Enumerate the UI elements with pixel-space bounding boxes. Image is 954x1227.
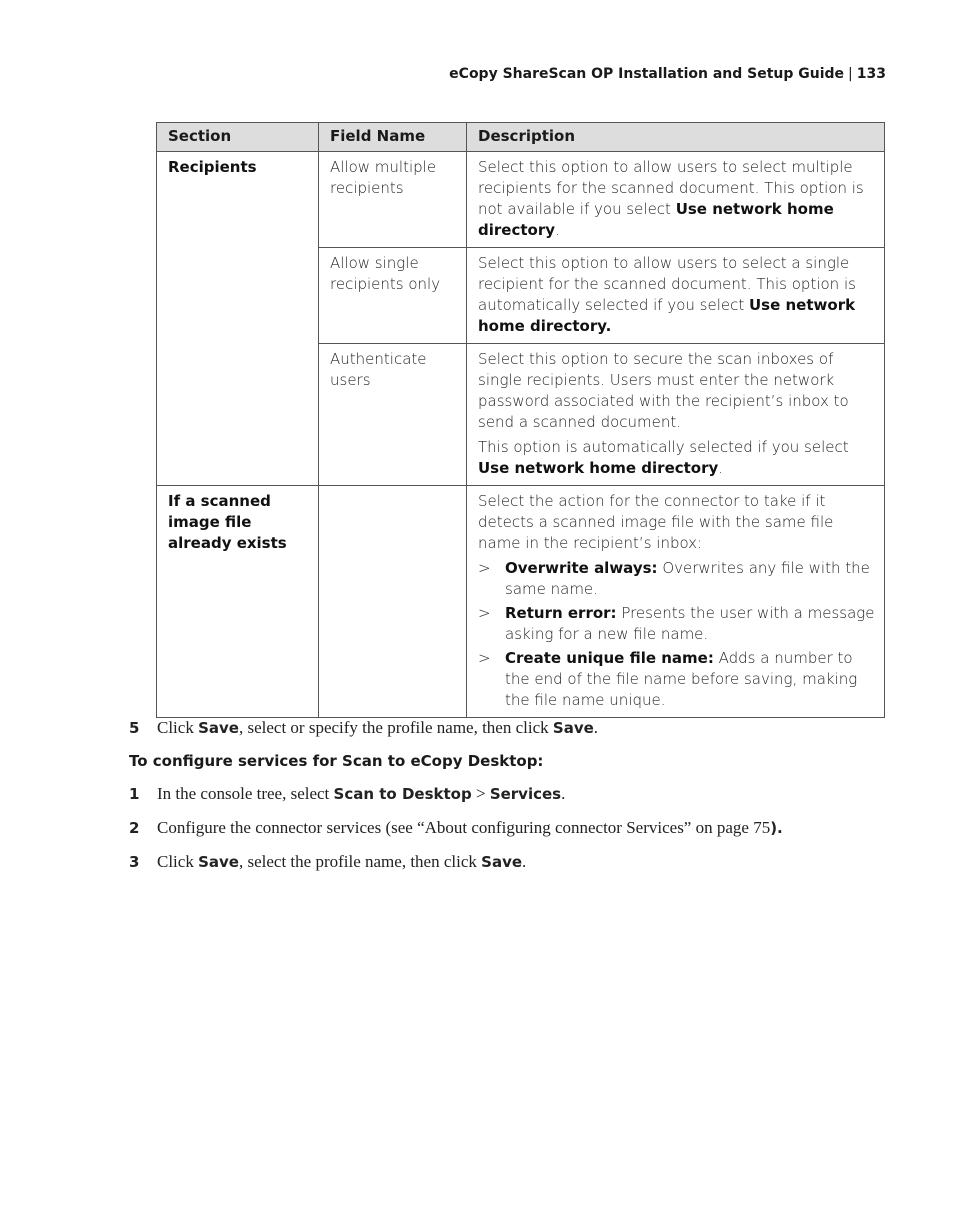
settings-table (156, 122, 885, 718)
option-text: Overwrites any file with the same name. (505, 559, 870, 598)
step-number: 5 (129, 719, 140, 737)
description-text: This option is automatically selected if you select (478, 438, 849, 456)
description-cell (467, 248, 885, 344)
step-emphasis: ). (770, 819, 783, 837)
step-3 (129, 850, 869, 874)
option-label: Overwrite always: (505, 559, 658, 577)
step-emphasis: Services (489, 785, 562, 803)
section-cell-recipients: Recipients (157, 152, 319, 486)
option-list (478, 558, 878, 711)
step-emphasis: Scan to Desktop (333, 785, 472, 803)
field-name-cell: Allow multiple recipients (319, 152, 467, 248)
description-paragraph: Select the action for the connector to take if it detects a scanned image file with the same file name in the recipient’s inbox: (478, 492, 834, 552)
description-cell (467, 152, 885, 248)
option-text: Adds a number to the end of the file name before saving, making the file name unique. (505, 649, 858, 709)
list-item (478, 603, 878, 645)
description-emphasis: Use network home directory (478, 459, 719, 477)
list-item (478, 648, 878, 711)
option-label: Return error: (505, 604, 617, 622)
step-emphasis: Save (198, 853, 239, 871)
description-cell (467, 486, 885, 718)
bullet-glyph: > (478, 559, 491, 577)
step-text: Click (157, 718, 199, 737)
step-number: 1 (129, 785, 140, 803)
procedure-heading: To configure services for Scan to eCopy Desktop: (129, 752, 544, 770)
field-name-cell (319, 486, 467, 718)
table-header-row (157, 123, 885, 152)
step-text: , select the profile name, then click (238, 852, 482, 871)
instructions (129, 716, 869, 874)
step-text: , select or specify the profile name, then click (238, 718, 553, 737)
column-header-section: Section (157, 123, 319, 152)
column-header-field-name: Field Name (319, 123, 467, 152)
field-name-cell: Authenticate users (319, 344, 467, 486)
step-text: . (593, 718, 599, 737)
description-text: Select this option to allow users to select a single recipient for the scanned document. This option is automatically selected if you select (478, 254, 856, 314)
description-cell (467, 344, 885, 486)
step-text: . (522, 852, 527, 871)
step-text: Click (157, 852, 199, 871)
guide-title: eCopy ShareScan OP Installation and Setup Guide (449, 66, 845, 82)
field-name-cell: Allow single recipients only (319, 248, 467, 344)
option-text: Presents the user with a message asking for a new file name. (505, 604, 875, 643)
step-text: . (561, 784, 566, 803)
section-cell-file-exists: If a scanned image file already exists (157, 486, 319, 718)
header-separator: | (848, 66, 853, 82)
table-row (157, 486, 885, 718)
step-emphasis: Save (481, 853, 523, 871)
step-2 (129, 816, 869, 840)
description-paragraph: Select this option to secure the scan inboxes of single recipients. Users must enter the network password associated with the recipient’s inbox to send a scanned document. (478, 350, 849, 431)
description-emphasis: Use network home directory (478, 200, 834, 239)
table-row (157, 152, 885, 248)
bullet-glyph: > (478, 604, 491, 622)
step-1 (129, 782, 869, 806)
step-emphasis: Save (198, 719, 239, 737)
step-text: In the console tree, select (157, 784, 334, 803)
description-emphasis: Use network home directory. (478, 296, 856, 335)
step-number: 2 (129, 819, 140, 837)
step-5 (129, 716, 869, 740)
column-header-description: Description (467, 123, 885, 152)
option-label: Create unique file name: (505, 649, 714, 667)
running-header (449, 66, 886, 82)
step-text: > (471, 784, 490, 803)
list-item (478, 558, 878, 600)
step-text: Configure the connector services (see “About configuring connector Services” on page 75 (157, 818, 771, 837)
description-text: . (718, 459, 724, 477)
bullet-glyph: > (478, 649, 491, 667)
description-text: Select this option to allow users to select multiple recipients for the scanned document. This option is not available if you select (478, 158, 864, 218)
page-number: 133 (856, 66, 886, 82)
step-number: 3 (129, 853, 140, 871)
step-emphasis: Save (552, 719, 594, 737)
description-text: . (555, 221, 560, 239)
description-paragraph (478, 437, 878, 479)
